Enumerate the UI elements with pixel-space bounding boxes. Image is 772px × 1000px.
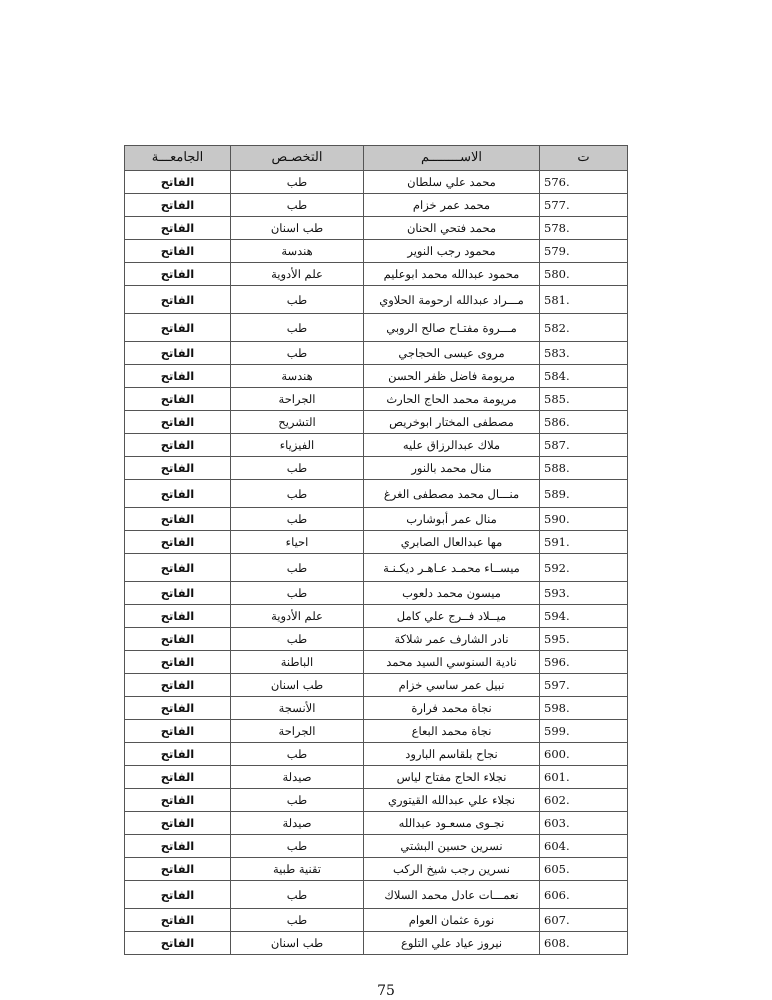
number-cell: 605. <box>540 858 628 881</box>
number-cell: 584. <box>540 365 628 388</box>
table-row <box>125 605 628 628</box>
university-cell: الفاتح <box>125 909 231 932</box>
university-cell: الفاتح <box>125 674 231 697</box>
name-cell: مروى عيسى الحجاجي <box>364 342 540 365</box>
table-row <box>125 697 628 720</box>
university-cell: الفاتح <box>125 582 231 605</box>
number-cell: 583. <box>540 342 628 365</box>
number-cell: 592. <box>540 554 628 582</box>
specialty-cell: طب <box>231 314 364 342</box>
university-cell: الفاتح <box>125 286 231 314</box>
specialty-cell: الباطنة <box>231 651 364 674</box>
table-row <box>125 789 628 812</box>
table-row <box>125 171 628 194</box>
table-row <box>125 881 628 909</box>
specialty-cell: طب <box>231 508 364 531</box>
table-row <box>125 217 628 240</box>
university-cell: الفاتح <box>125 480 231 508</box>
university-cell: الفاتح <box>125 240 231 263</box>
number-cell: 599. <box>540 720 628 743</box>
name-cell: نجاة محمد البعاع <box>364 720 540 743</box>
table-row <box>125 365 628 388</box>
university-cell: الفاتح <box>125 217 231 240</box>
university-cell: الفاتح <box>125 508 231 531</box>
university-cell: الفاتح <box>125 789 231 812</box>
table-row <box>125 480 628 508</box>
university-cell: الفاتح <box>125 743 231 766</box>
specialty-cell: طب اسنان <box>231 217 364 240</box>
number-cell: 608. <box>540 932 628 955</box>
specialty-cell: الأنسجة <box>231 697 364 720</box>
specialty-cell: صيدلة <box>231 812 364 835</box>
number-cell: 590. <box>540 508 628 531</box>
specialty-cell: هندسة <box>231 365 364 388</box>
header-specialty: التخصـص <box>231 146 364 171</box>
name-cell: مريومة محمد الحاج الحارث <box>364 388 540 411</box>
name-cell: محمود رجب النوير <box>364 240 540 263</box>
name-cell: ميسون محمد دلعوب <box>364 582 540 605</box>
university-cell: الفاتح <box>125 434 231 457</box>
name-cell: نورة عثمان العوام <box>364 909 540 932</box>
table-row <box>125 342 628 365</box>
number-cell: 589. <box>540 480 628 508</box>
name-cell: ميــلاد فــرج علي كامل <box>364 605 540 628</box>
header-number: ت <box>540 146 628 171</box>
table-row <box>125 457 628 480</box>
specialty-cell: طب اسنان <box>231 932 364 955</box>
number-cell: 587. <box>540 434 628 457</box>
table-row <box>125 286 628 314</box>
name-cell: نجلاء الحاج مفتاح لياس <box>364 766 540 789</box>
university-cell: الفاتح <box>125 171 231 194</box>
specialty-cell: طب <box>231 628 364 651</box>
university-cell: الفاتح <box>125 858 231 881</box>
university-cell: الفاتح <box>125 342 231 365</box>
specialty-cell: طب <box>231 909 364 932</box>
university-cell: الفاتح <box>125 812 231 835</box>
university-cell: الفاتح <box>125 835 231 858</box>
table-row <box>125 388 628 411</box>
table-row <box>125 240 628 263</box>
university-cell: الفاتح <box>125 531 231 554</box>
number-cell: 601. <box>540 766 628 789</box>
university-cell: الفاتح <box>125 457 231 480</box>
name-cell: نسرين حسين البشتي <box>364 835 540 858</box>
name-cell: نيروز عياد علي التلوع <box>364 932 540 955</box>
number-cell: 596. <box>540 651 628 674</box>
name-cell: نادية السنوسي السيد محمد <box>364 651 540 674</box>
university-cell: الفاتح <box>125 766 231 789</box>
table-body <box>125 171 628 955</box>
number-cell: 585. <box>540 388 628 411</box>
name-cell: محمد علي سلطان <box>364 171 540 194</box>
table-row <box>125 909 628 932</box>
table-row <box>125 434 628 457</box>
table-row <box>125 812 628 835</box>
table-row <box>125 674 628 697</box>
number-cell: 604. <box>540 835 628 858</box>
name-cell: نسرين رجب شيخ الركب <box>364 858 540 881</box>
specialty-cell: طب <box>231 342 364 365</box>
name-cell: نادر الشارف عمر شلاكة <box>364 628 540 651</box>
university-cell: الفاتح <box>125 932 231 955</box>
name-cell: منال محمد بالنور <box>364 457 540 480</box>
page-number: 75 <box>377 983 395 999</box>
name-cell: نجـوى مسعـود عبدالله <box>364 812 540 835</box>
name-cell: ملاك عبدالرزاق عليه <box>364 434 540 457</box>
university-cell: الفاتح <box>125 697 231 720</box>
specialty-cell: احياء <box>231 531 364 554</box>
university-cell: الفاتح <box>125 628 231 651</box>
name-cell: مـــروة مفتـاح صالح الروبي <box>364 314 540 342</box>
number-cell: 578. <box>540 217 628 240</box>
specialty-cell: الجراحة <box>231 720 364 743</box>
name-cell: مـــراد عبدالله ارحومة الحلاوي <box>364 286 540 314</box>
name-cell: نعمـــات عادل محمد السلاك <box>364 881 540 909</box>
number-cell: 580. <box>540 263 628 286</box>
specialty-cell: تقنية طبية <box>231 858 364 881</box>
number-cell: 602. <box>540 789 628 812</box>
university-cell: الفاتح <box>125 720 231 743</box>
name-cell: نجاة محمد فرارة <box>364 697 540 720</box>
number-cell: 595. <box>540 628 628 651</box>
table-row <box>125 314 628 342</box>
number-cell: 576. <box>540 171 628 194</box>
university-cell: الفاتح <box>125 388 231 411</box>
specialty-cell: صيدلة <box>231 766 364 789</box>
university-cell: الفاتح <box>125 554 231 582</box>
table-row <box>125 508 628 531</box>
table-row <box>125 531 628 554</box>
specialty-cell: طب اسنان <box>231 674 364 697</box>
specialty-cell: التشريح <box>231 411 364 434</box>
name-cell: نجاح بلقاسم البارود <box>364 743 540 766</box>
number-cell: 607. <box>540 909 628 932</box>
table-row <box>125 720 628 743</box>
number-cell: 594. <box>540 605 628 628</box>
name-cell: منال عمر أبوشارب <box>364 508 540 531</box>
number-cell: 598. <box>540 697 628 720</box>
name-cell: مصطفى المختار ابوخريص <box>364 411 540 434</box>
number-cell: 577. <box>540 194 628 217</box>
university-cell: الفاتح <box>125 314 231 342</box>
name-cell: منـــال محمد مصطفى الغرغ <box>364 480 540 508</box>
table-row <box>125 554 628 582</box>
table-row <box>125 835 628 858</box>
specialty-cell: الجراحة <box>231 388 364 411</box>
table-row <box>125 651 628 674</box>
specialty-cell: طب <box>231 480 364 508</box>
name-cell: محمود عبدالله محمد ابوعليم <box>364 263 540 286</box>
table-row <box>125 743 628 766</box>
specialty-cell: طب <box>231 789 364 812</box>
table-row <box>125 411 628 434</box>
specialty-cell: هندسة <box>231 240 364 263</box>
name-cell: مها عبدالعال الصابري <box>364 531 540 554</box>
specialty-cell: طب <box>231 286 364 314</box>
name-cell: محمد عمر خزام <box>364 194 540 217</box>
number-cell: 593. <box>540 582 628 605</box>
table-row <box>125 628 628 651</box>
specialty-cell: طب <box>231 835 364 858</box>
number-cell: 581. <box>540 286 628 314</box>
name-cell: مريومة فاضل ظفر الحسن <box>364 365 540 388</box>
name-cell: محمد فتحي الحنان <box>364 217 540 240</box>
specialty-cell: علم الأدوية <box>231 605 364 628</box>
number-cell: 606. <box>540 881 628 909</box>
table-row <box>125 263 628 286</box>
number-cell: 588. <box>540 457 628 480</box>
number-cell: 582. <box>540 314 628 342</box>
number-cell: 591. <box>540 531 628 554</box>
header-university: الجامعـــة <box>125 146 231 171</box>
specialty-cell: الفيزياء <box>231 434 364 457</box>
university-cell: الفاتح <box>125 651 231 674</box>
number-cell: 597. <box>540 674 628 697</box>
header-name: الاســــــــم <box>364 146 540 171</box>
university-cell: الفاتح <box>125 411 231 434</box>
table-row <box>125 932 628 955</box>
number-cell: 579. <box>540 240 628 263</box>
specialty-cell: طب <box>231 171 364 194</box>
university-cell: الفاتح <box>125 881 231 909</box>
specialty-cell: طب <box>231 554 364 582</box>
university-cell: الفاتح <box>125 194 231 217</box>
university-cell: الفاتح <box>125 365 231 388</box>
specialty-cell: طب <box>231 194 364 217</box>
name-cell: ميســاء محمـد عـاهـر ديكـنـة <box>364 554 540 582</box>
specialty-cell: علم الأدوية <box>231 263 364 286</box>
number-cell: 600. <box>540 743 628 766</box>
university-cell: الفاتح <box>125 605 231 628</box>
table-row <box>125 582 628 605</box>
specialty-cell: طب <box>231 881 364 909</box>
specialty-cell: طب <box>231 582 364 605</box>
name-cell: نبيل عمر ساسي خزام <box>364 674 540 697</box>
name-cell: نجلاء علي عبدالله القيتوري <box>364 789 540 812</box>
graduates-table <box>124 145 628 955</box>
table-row <box>125 766 628 789</box>
number-cell: 603. <box>540 812 628 835</box>
specialty-cell: طب <box>231 743 364 766</box>
university-cell: الفاتح <box>125 263 231 286</box>
table-header-row <box>125 146 628 171</box>
specialty-cell: طب <box>231 457 364 480</box>
table-row <box>125 194 628 217</box>
number-cell: 586. <box>540 411 628 434</box>
table-row <box>125 858 628 881</box>
